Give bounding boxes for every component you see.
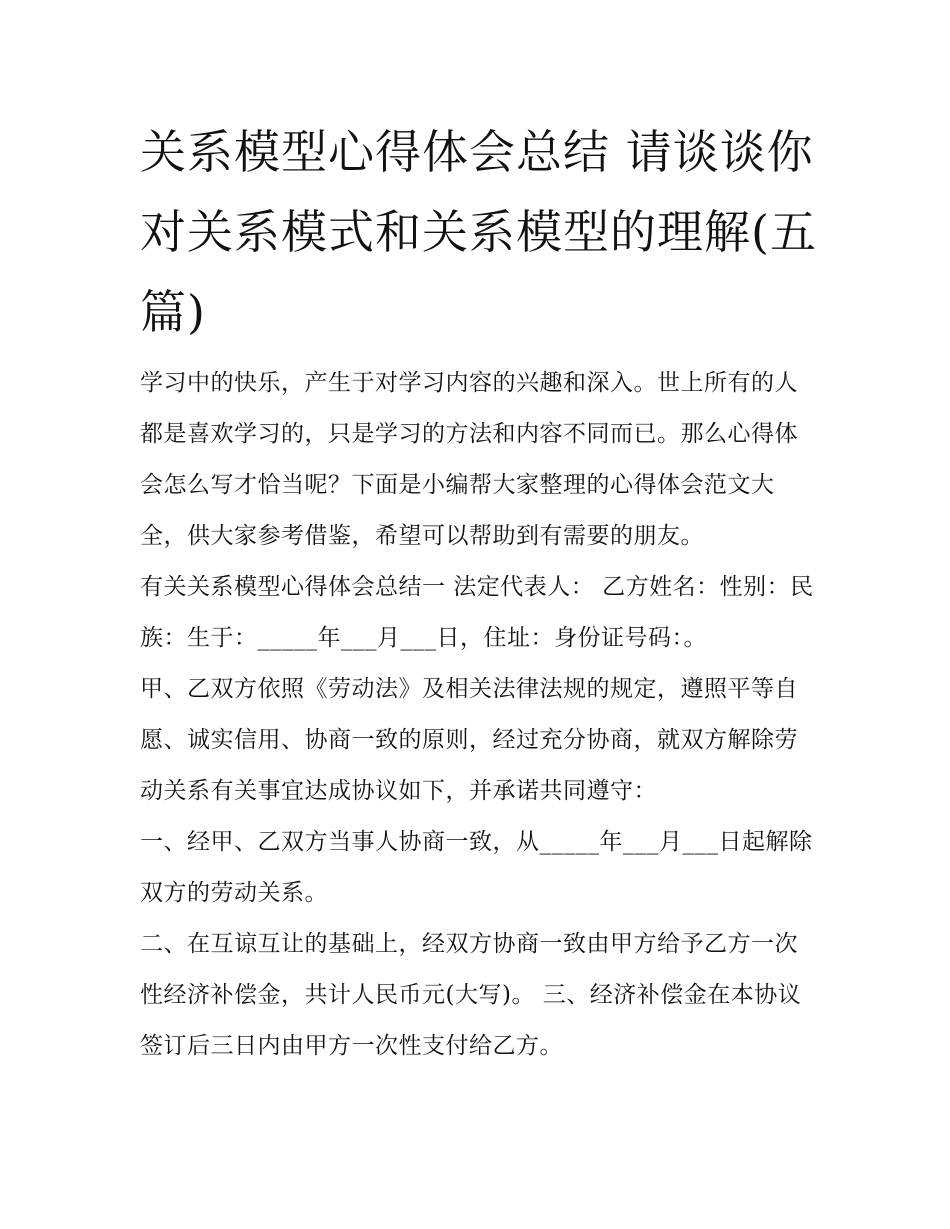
agreement-preamble-paragraph: 甲、乙双方依照《劳动法》及相关法律法规的规定，遵照平等自愿、诚实信用、协商一致的原则，经过充分协商，就双方解除劳动关系有关事宜达成协议如下，并承诺共同遵守： <box>140 676 798 804</box>
party-info-paragraph: 有关关系模型心得体会总结一 法定代表人： 乙方姓名：性别：民族：生于：_____年___月___日，住址：身份证号码：。 <box>140 574 814 651</box>
clause-one-paragraph: 一、经甲、乙双方当事人协商一致，从_____年___月___日起解除双方的劳动关系。 <box>140 829 813 906</box>
document-page <box>140 112 820 1072</box>
document-title: 关系模型心得体会总结 请谈谈你对关系模式和关系模型的理解(五篇) <box>140 125 817 339</box>
intro-paragraph: 学习中的快乐，产生于对学习内容的兴趣和深入。世上所有的人都是喜欢学习的，只是学习的方法和内容不同而已。那么心得体会怎么写才恰当呢？下面是小编帮大家整理的心得体会范文大全，供大家参考借鉴，希望可以帮助到有需要的朋友。 <box>140 370 798 549</box>
document-body <box>140 358 820 1072</box>
clause-two-three-paragraph: 二、在互谅互让的基础上，经双方协商一致由甲方给予乙方一次性经济补偿金，共计人民币元(大写)。 三、经济补偿金在本协议签订后三日内由甲方一次性支付给乙方。 <box>140 931 802 1059</box>
